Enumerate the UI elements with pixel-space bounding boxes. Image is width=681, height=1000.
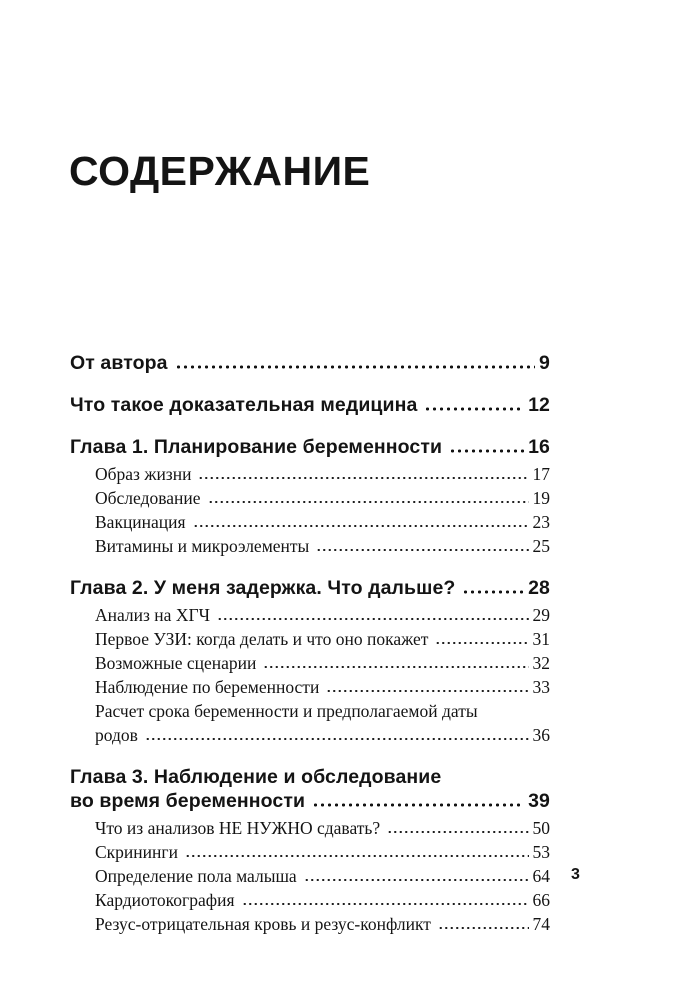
toc-entry <box>70 816 550 840</box>
toc-leader-dots <box>387 830 528 834</box>
toc-entry-label: Наблюдение по беременности <box>95 677 320 697</box>
toc-entry-page: 32 <box>532 653 550 673</box>
toc-entry <box>70 765 550 813</box>
toc-leader-dots <box>263 665 528 669</box>
toc-entry <box>70 864 550 888</box>
toc-entry <box>70 840 550 864</box>
toc-leader-dots <box>316 548 528 552</box>
toc-entry <box>70 510 550 534</box>
toc-entry-page: 33 <box>532 677 550 697</box>
toc-leader-dots <box>435 641 528 645</box>
toc-entry-line <box>95 840 550 864</box>
toc-entry-line <box>70 351 550 375</box>
toc-leader-dots <box>242 902 529 906</box>
toc-entry-line <box>95 462 550 486</box>
toc-entry-page: 12 <box>528 394 550 416</box>
toc-leader-dots <box>449 449 524 453</box>
toc-entry <box>70 627 550 651</box>
toc-entry-label: Образ жизни <box>95 464 192 484</box>
toc-entry-line <box>70 393 550 417</box>
toc-entry-page: 25 <box>532 536 550 556</box>
toc-entry-line <box>70 435 550 459</box>
toc-entry <box>70 534 550 558</box>
toc-entry-label: Резус-отрицательная кровь и резус-конфликт <box>95 914 431 934</box>
toc-leader-dots <box>424 407 524 411</box>
toc-leader-dots <box>198 476 528 480</box>
toc-entry-label: Витамины и микроэлементы <box>95 536 310 556</box>
toc-entry-page: 50 <box>532 818 550 838</box>
toc-entry <box>70 912 550 936</box>
toc-entry <box>70 462 550 486</box>
toc-entry <box>70 393 550 417</box>
toc-entry-line <box>95 510 550 534</box>
toc-leader-dots <box>304 878 529 882</box>
toc-entry-page: 19 <box>532 488 550 508</box>
toc-entry-label: Первое УЗИ: когда делать и что оно покажет <box>95 629 429 649</box>
toc-leader-dots <box>193 524 529 528</box>
toc-entry-label: Скрининги <box>95 842 178 862</box>
toc-entry-label: Кардиотокография <box>95 890 235 910</box>
toc-entry-label: Вакцинация <box>95 512 186 532</box>
toc-entry-label: Возможные сценарии <box>95 653 257 673</box>
toc-entry-line <box>95 723 550 747</box>
toc-entry-page: 64 <box>532 866 550 886</box>
toc-entry-page: 28 <box>528 577 550 599</box>
toc-entry-page: 9 <box>539 352 550 374</box>
toc-entry-label: Обследование <box>95 488 201 508</box>
toc-entry-line <box>95 651 550 675</box>
toc-leader-dots <box>185 854 529 858</box>
toc-entry <box>70 699 550 747</box>
toc-entry-line <box>95 627 550 651</box>
toc-leader-dots <box>438 926 529 930</box>
toc-entry-line <box>70 576 550 600</box>
toc-entry-label: родов <box>95 725 138 745</box>
toc-entry-line <box>95 864 550 888</box>
toc-entry-label: Глава 1. Планирование беременности <box>70 436 443 458</box>
toc-entry-page: 31 <box>532 629 550 649</box>
toc-entry-page: 74 <box>532 914 550 934</box>
toc-entry-line <box>95 888 550 912</box>
toc-entry-line <box>95 603 550 627</box>
toc-leader-dots <box>208 500 529 504</box>
toc-entry-line <box>95 912 550 936</box>
toc-entry-label: Анализ на ХГЧ <box>95 605 210 625</box>
toc-entry-label: во время беременности <box>70 790 306 812</box>
toc-entry-page: 29 <box>532 605 550 625</box>
toc-entry-page: 39 <box>528 790 550 812</box>
toc-entry-page: 23 <box>532 512 550 532</box>
toc-leader-dots <box>145 737 529 741</box>
toc-entry-page: 36 <box>532 725 550 745</box>
toc-entry-label-line1: Расчет срока беременности и предполагаемой даты <box>95 701 478 721</box>
toc-entry <box>70 888 550 912</box>
toc-entry <box>70 351 550 375</box>
toc-entry <box>70 651 550 675</box>
toc-entry-label-line1: Глава 3. Наблюдение и обследование <box>70 766 442 788</box>
page-title: СОДЕРЖАНИЕ <box>69 148 371 195</box>
toc-entry-page: 17 <box>532 464 550 484</box>
toc-entry-line <box>70 789 550 813</box>
toc-entry-line <box>95 534 550 558</box>
toc-entry-page: 66 <box>532 890 550 910</box>
toc-entry-label: Определение пола малыша <box>95 866 297 886</box>
toc-entry-page: 53 <box>532 842 550 862</box>
toc-entry <box>70 435 550 459</box>
toc-list <box>70 351 550 936</box>
toc-entry-line <box>95 816 550 840</box>
toc-entry-label: Что из анализов НЕ НУЖНО сдавать? <box>95 818 381 838</box>
toc-entry-label: Что такое доказательная медицина <box>70 394 418 416</box>
toc-leader-dots <box>326 689 528 693</box>
toc-entry-label: Глава 2. У меня задержка. Что дальше? <box>70 577 456 599</box>
toc-leader-dots <box>175 365 535 369</box>
page-number-folio: 3 <box>571 866 580 883</box>
toc-entry-label: От автора <box>70 352 168 374</box>
toc-entry-line <box>95 486 550 510</box>
toc-leader-dots <box>312 803 524 807</box>
toc-entry <box>70 603 550 627</box>
toc-entry <box>70 576 550 600</box>
toc-entry <box>70 486 550 510</box>
toc-leader-dots <box>462 590 524 594</box>
toc-entry-line <box>95 675 550 699</box>
toc-leader-dots <box>217 617 529 621</box>
toc-entry <box>70 675 550 699</box>
toc-entry-page: 16 <box>528 436 550 458</box>
